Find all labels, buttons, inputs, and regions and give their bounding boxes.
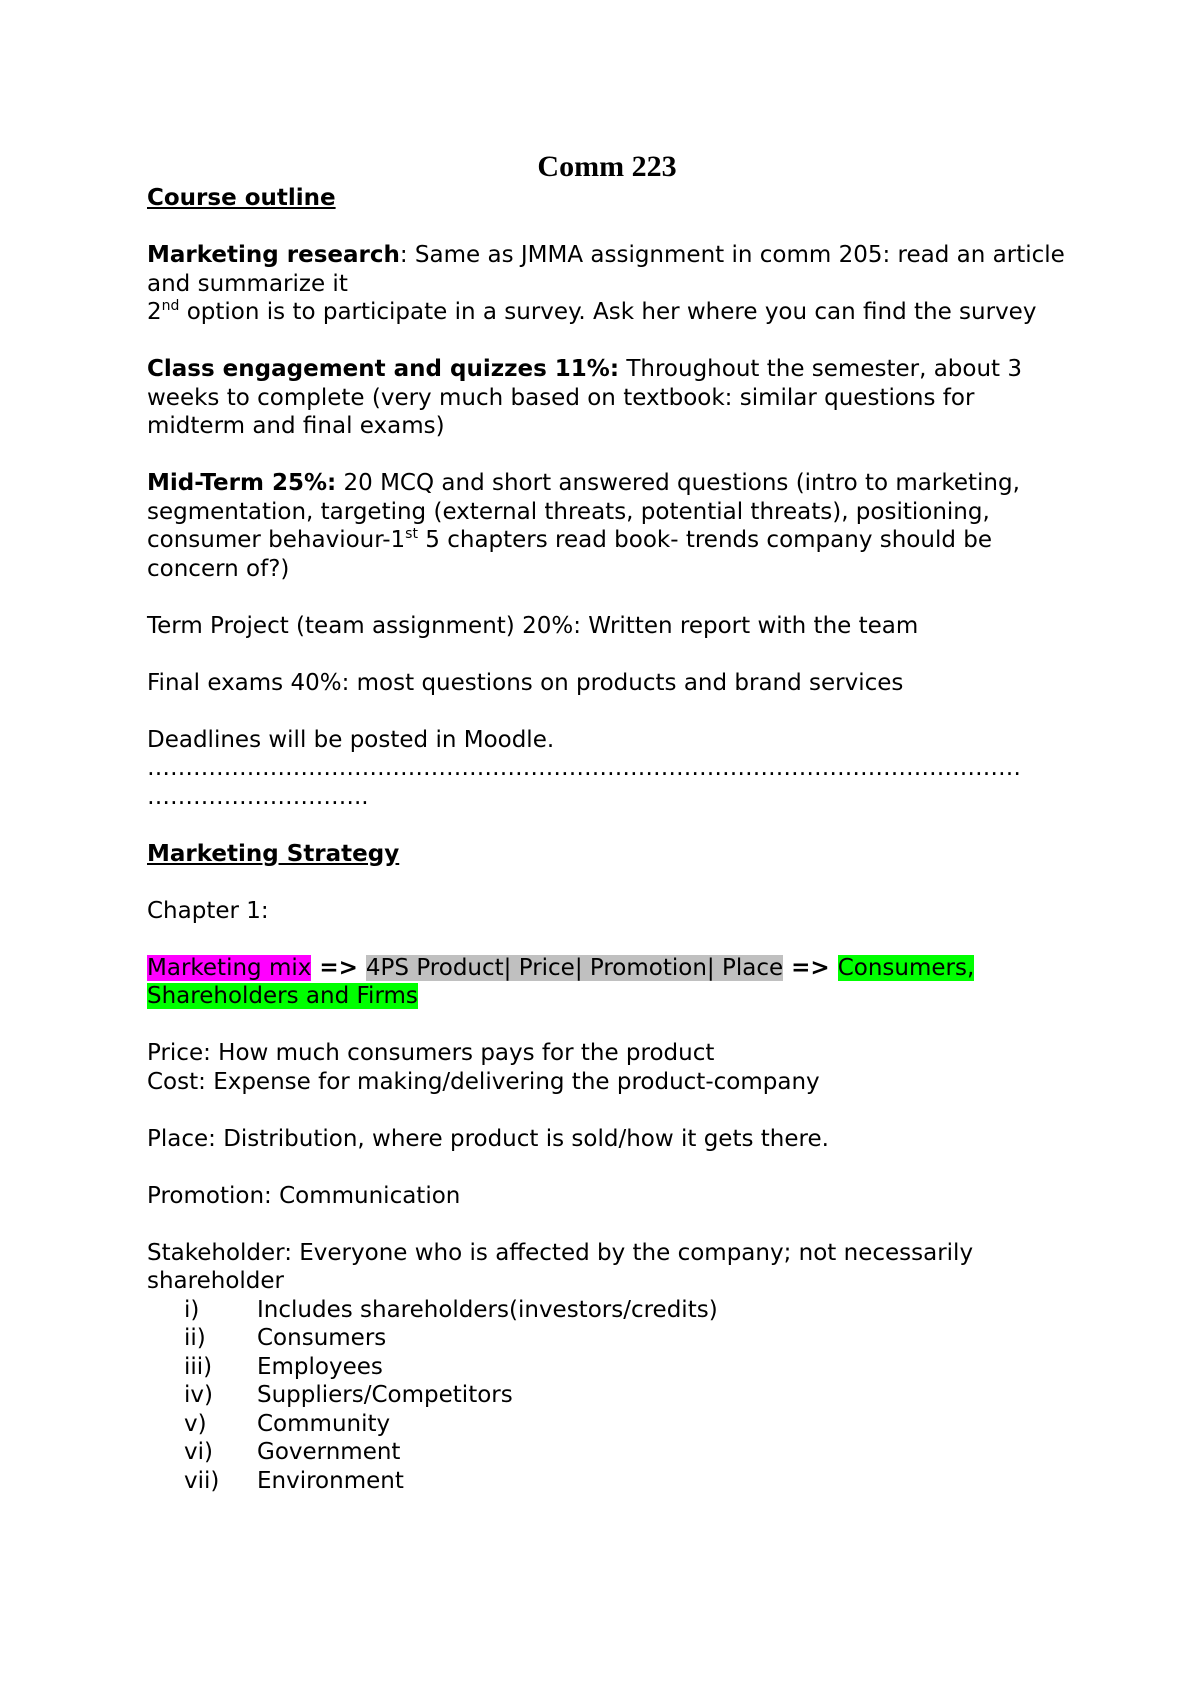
list-item-text: Employees [257,1353,383,1380]
final-exams-paragraph: Final exams 40%: most questions on products and brand services [147,669,904,696]
marketing-strategy-heading: Marketing Strategy [147,840,400,867]
marketing-mix-paragraph [147,954,1067,1011]
midterm-text-b: 5 chapters read book- trends company should be concern of?) [147,527,993,582]
consumers-highlight: Consumers, Shareholders and Firms [147,954,975,1009]
list-item-text: Includes shareholders(investors/credits) [257,1296,718,1323]
list-item-number: i) [184,1296,200,1323]
price-definition: Price: How much consumers pays for the product [147,1040,715,1066]
list-item [147,1353,1067,1382]
class-engagement-text: Throughout the semester, about 3 weeks to complete (very much based on textbook: similar questions for midterm and final exams) [147,356,1023,439]
chapter-label: Chapter 1: [147,897,269,924]
list-item-number: vi) [184,1439,213,1465]
dotted-separator-line-2: ……………………….. [147,783,369,810]
document-body [147,150,1067,1495]
arrow-2: => [783,954,838,981]
arrow-1: => [311,954,366,981]
list-item [147,1410,1067,1439]
list-item-number: iv) [184,1382,213,1408]
midterm-text-a: 20 MCQ and short answered questions (intro to marketing, segmentation, targeting (external threats, potential threats), positioning, consumer behaviour-1 [147,470,1020,553]
second-option-num: 2 [147,299,162,325]
list-item-text: Government [257,1439,401,1465]
list-item-text: Community [257,1410,391,1437]
midterm-sup: st [405,526,418,542]
document-title: Comm 223 [537,150,677,183]
list-item-number: iii) [184,1353,213,1380]
midterm-label: Mid-Term 25%: [147,470,337,496]
list-item-text: Suppliers/Competitors [257,1382,513,1408]
dotted-separator-line-1: …………………………………………………………………………………………………… [147,755,1021,781]
list-item-number: vii) [184,1467,220,1494]
cost-definition: Cost: Expense for making/delivering the product-company [147,1068,820,1095]
marketing-research-text: : Same as JMMA assignment in comm 205: read an article and summarize it [147,242,1065,297]
promotion-definition: Promotion: Communication [147,1182,461,1209]
stakeholder-list [147,1296,1067,1496]
list-item [147,1381,1067,1410]
marketing-mix-highlight: Marketing mix [147,954,312,981]
four-ps-highlight: 4PS Product| Price| Promotion| Place [365,954,784,981]
marketing-research-label: Marketing research [147,242,400,268]
second-option-paragraph [147,298,1067,327]
list-item [147,1324,1067,1353]
marketing-research-paragraph [147,241,1067,298]
class-engagement-label: Class engagement and quizzes 11%: [147,356,620,382]
second-option-sup: nd [161,298,180,314]
stakeholder-definition: Stakeholder: Everyone who is affected by the company; not necessarily shareholder [147,1239,974,1294]
midterm-paragraph [147,469,1067,583]
term-project-paragraph: Term Project (team assignment) 20%: Written report with the team [147,612,919,639]
list-item-number: ii) [184,1325,206,1351]
list-item [147,1467,1067,1496]
deadlines-paragraph: Deadlines will be posted in Moodle. [147,726,555,753]
place-definition: Place: Distribution, where product is sold/how it gets there. [147,1125,829,1152]
class-engagement-paragraph [147,355,1067,441]
list-item-text: Consumers [257,1325,387,1351]
list-item [147,1296,1067,1325]
list-item-number: v) [184,1410,207,1437]
course-outline-heading: Course outline [147,185,336,211]
list-item [147,1438,1067,1467]
list-item-text: Environment [257,1467,404,1494]
second-option-text: option is to participate in a survey. Ask her where you can find the survey [179,299,1037,325]
